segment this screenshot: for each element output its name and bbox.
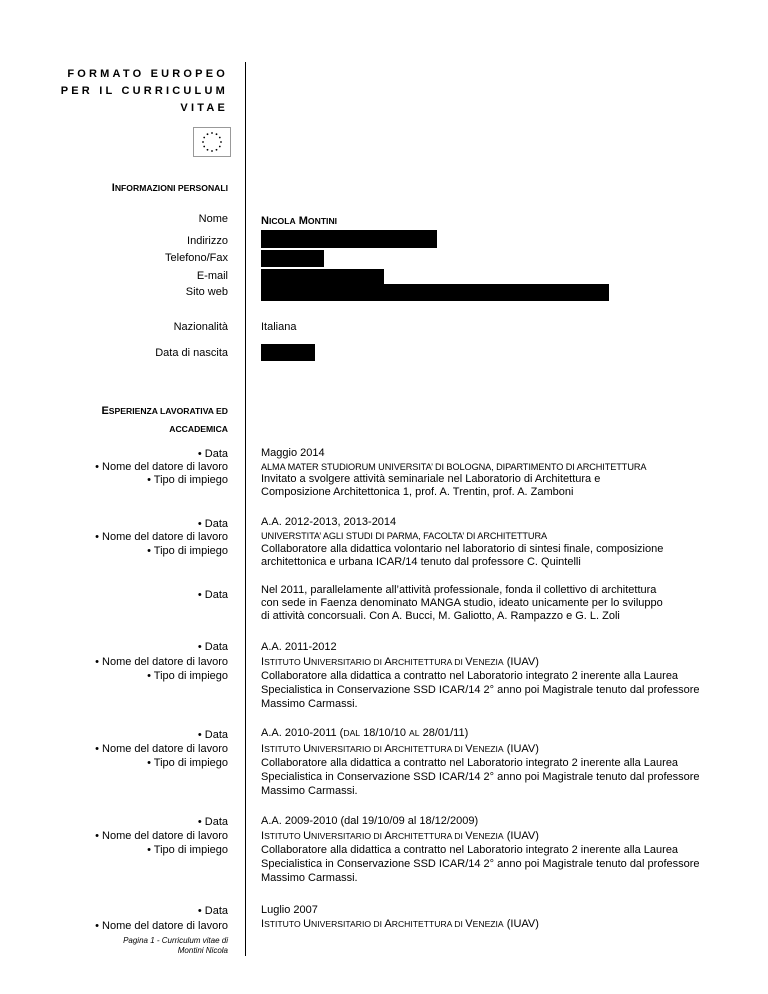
entry4-employer-label: • Nome del datore di lavoro	[95, 656, 228, 668]
address-redacted	[261, 230, 437, 248]
entry2-employer: UNIVERSTITA’ AGLI STUDI DI PARMA, FACOLTA’ DI ARCHITETTURA	[261, 531, 548, 541]
entry3-text-line3: di attività concorsuali. Con A. Bucci, M. Galiotto, A. Rampazzo e G. L. Zoli	[261, 610, 620, 622]
entry5-job-line3: Massimo Carmassi.	[261, 785, 358, 797]
email-label: E-mail	[196, 270, 228, 282]
entry2-employer-label: • Nome del datore di lavoro	[95, 531, 228, 543]
birth-redacted	[261, 344, 315, 361]
entry5-employer: ISTITUTO UNIVERSITARIO DI ARCHITETTURA DI VENEZIA (IUAV)	[261, 743, 539, 755]
entry6-job-line1: Collaboratore alla didattica a contratto nel Laboratorio integrato 2 inerente alla Laurea	[261, 844, 679, 856]
entry3-text-line1: Nel 2011, parallelamente all’attività professionale, fonda il collettivo di architettura	[261, 584, 657, 596]
entry5-date: A.A. 2010-2011 (DAL 18/10/10 AL 28/01/11)	[261, 727, 469, 739]
entry6-date: A.A. 2009-2010 (dal 19/10/09 al 18/12/2009)	[261, 815, 479, 827]
entry6-employer-label: • Nome del datore di lavoro	[95, 830, 228, 842]
entry1-job-line2: Composizione Architettonica 1, prof. A. Trentin, prof. A. Zamboni	[261, 486, 574, 498]
entry4-date: A.A. 2011-2012	[261, 641, 337, 653]
birth-label: Data di nascita	[155, 347, 228, 359]
eu-flag-logo-icon	[193, 127, 231, 157]
page-footer	[123, 936, 228, 956]
entry6-job-label: • Tipo di impiego	[147, 844, 228, 856]
entry7-date: Luglio 2007	[261, 904, 318, 916]
address-label: Indirizzo	[187, 235, 228, 247]
column-divider	[245, 62, 246, 956]
entry5-job-line2: Specialistica in Conservazione SSD ICAR/14 2° anno poi Magistrale tenuto dal professore	[261, 771, 700, 783]
website-label: Sito web	[185, 286, 228, 298]
entry4-job-label: • Tipo di impiego	[147, 670, 228, 682]
footer-line1: Pagina 1 - Curriculum vitae di	[123, 936, 228, 945]
cv-title-line2: PER IL CURRICULUM	[60, 85, 228, 97]
entry1-date: Maggio 2014	[261, 447, 325, 459]
entry6-employer: ISTITUTO UNIVERSITARIO DI ARCHITETTURA DI VENEZIA (IUAV)	[261, 830, 539, 842]
cv-title-line3: VITAE	[180, 102, 228, 114]
entry4-job-line1: Collaboratore alla didattica a contratto nel Laboratorio integrato 2 inerente alla Laurea	[261, 670, 679, 682]
entry5-employer-label: • Nome del datore di lavoro	[95, 743, 228, 755]
entry6-job-line3: Massimo Carmassi.	[261, 872, 358, 884]
entry5-job-label: • Tipo di impiego	[147, 757, 228, 769]
entry1-job-line1: Invitato a svolgere attività seminariale nel Laboratorio di Architettura e	[261, 473, 601, 485]
entry1-date-label: • Data	[197, 448, 228, 460]
footer-line2: Montini Nicola	[177, 946, 228, 955]
cv-title-line1: FORMATO EUROPEO	[67, 68, 228, 80]
entry2-job-line1: Collaboratore alla didattica volontario nel laboratorio di sintesi finale, composizione	[261, 543, 664, 555]
entry1-employer-label: • Nome del datore di lavoro	[95, 461, 228, 473]
entry2-date-label: • Data	[197, 518, 228, 530]
entry2-date: A.A. 2012-2013, 2013-2014	[261, 516, 397, 528]
entry2-job-line2: architettonica e urbana ICAR/14 tenuto dal professore C. Quintelli	[261, 556, 581, 568]
entry1-employer: ALMA MATER STUDIORUM UNIVERSITA’ DI BOLOGNA, DIPARTIMENTO DI ARCHITETTURA	[261, 462, 647, 472]
entry4-job-line3: Massimo Carmassi.	[261, 698, 358, 710]
section-title-experience: ESPERIENZA LAVORATIVA ED	[101, 405, 228, 417]
entry2-job-label: • Tipo di impiego	[147, 545, 228, 557]
nationality-label: Nazionalità	[173, 321, 228, 333]
entry6-job-line2: Specialistica in Conservazione SSD ICAR/14 2° anno poi Magistrale tenuto dal professore	[261, 858, 700, 870]
entry7-date-label: • Data	[197, 905, 228, 917]
entry4-date-label: • Data	[197, 641, 228, 653]
entry3-date-label: • Data	[197, 589, 228, 601]
entry7-employer-label: • Nome del datore di lavoro	[95, 920, 228, 932]
section-title-experience-line2: ACCADEMICA	[169, 424, 228, 434]
section-title-personal: INFORMAZIONI PERSONALI	[111, 182, 228, 194]
entry4-job-line2: Specialistica in Conservazione SSD ICAR/14 2° anno poi Magistrale tenuto dal professore	[261, 684, 700, 696]
entry5-job-line1: Collaboratore alla didattica a contratto nel Laboratorio integrato 2 inerente alla Laurea	[261, 757, 679, 769]
entry6-date-label: • Data	[197, 816, 228, 828]
entry3-text-line2: con sede in Faenza denominato MANGA studio, ideato unicamente per lo sviluppo	[261, 597, 663, 609]
entry4-employer: ISTITUTO UNIVERSITARIO DI ARCHITETTURA DI VENEZIA (IUAV)	[261, 656, 539, 668]
entry5-date-label: • Data	[197, 729, 228, 741]
entry1-job-label: • Tipo di impiego	[147, 474, 228, 486]
phone-label: Telefono/Fax	[165, 252, 228, 264]
phone-redacted	[261, 250, 324, 267]
name-label: Nome	[198, 213, 228, 225]
name-value: NICOLA MONTINI	[261, 215, 338, 227]
entry7-employer: ISTITUTO UNIVERSITARIO DI ARCHITETTURA DI VENEZIA (IUAV)	[261, 918, 539, 930]
website-redacted	[261, 284, 609, 301]
nationality-value: Italiana	[261, 321, 297, 333]
